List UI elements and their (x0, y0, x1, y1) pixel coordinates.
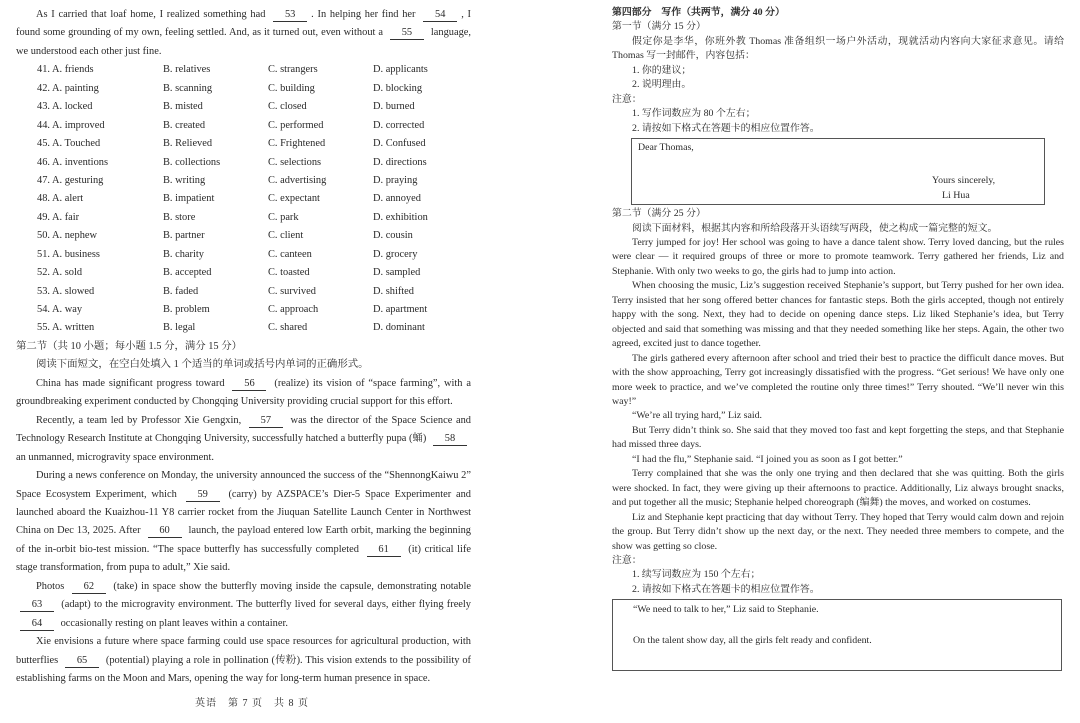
option-row (37, 117, 471, 135)
option-row (37, 190, 471, 208)
continuation-format-box (612, 599, 1062, 671)
option-choice: C. closed (268, 101, 307, 113)
option-choice: D. annoyed (373, 193, 421, 205)
letter-closing: Yours sincerely, (932, 175, 996, 187)
option-choice: C. expectant (268, 193, 320, 205)
text-run: Xie envisions a future where space farming could use space resources for agricultural production, with butterflies (16, 636, 471, 666)
grammar-paragraph (16, 633, 471, 688)
option-choice: C. toasted (268, 267, 310, 279)
cloze-passage-ending (16, 6, 471, 61)
section1-prompt: 假定你是李华，你班外教 Thomas 准备组织一场户外活动，现就活动内容向大家征求意见。请给 Thomas 写一封邮件，内容包括： (612, 35, 1064, 62)
option-choice: B. scanning (163, 82, 213, 94)
prompt-point: 2. 说明理由。 (632, 79, 692, 91)
letter-signature: Li Hua (942, 189, 970, 201)
option-row (37, 61, 471, 79)
text-run: launch, the payload entered low Earth orbit, marking the beginning of the in-orbit bio-test mission. “The space butterfly has successfully completed (16, 525, 471, 555)
note-item: 1. 续写词数应为 150 个左右； (632, 569, 761, 581)
option-row (37, 135, 471, 153)
text-run: (carry) by AZSPACE’s Dier-5 Space Experimenter and launched aboard the Kuaizhou-11 Y8 carrier rocket from the Jiuquan Satellite Launch Center in Northwest China on Dec 13, 2025. After (16, 488, 471, 537)
option-choice: 42. A. painting (37, 82, 99, 94)
story-paragraph: Liz and Stephanie kept practicing that day without Terry. They hoped that Terry would calm down and rejoin the group. But Terry didn’t show up the next day, or the next. They needed three members to compete, and the show was getting so close. (612, 511, 1064, 552)
text-run: . In helping her find her (311, 9, 420, 20)
option-choice: B. misted (163, 101, 203, 113)
option-choice: B. writing (163, 174, 206, 186)
text-run: China has made significant progress toward (36, 377, 229, 389)
option-choice: C. shared (268, 322, 308, 334)
story-paragraph: When choosing the music, Liz’s suggestion received Stephanie’s support, but Terry pushed for her own idea. Terry insisted that her song offered better chances for fantastic steps. Both the girls accepted, though not entirely happy with the song. Next, they had to decide on opening dance steps. Liz liked Stephanie’s idea, but Terry objected and said that something was missing and that they needed something like her steps. Again, the other two agreed, excited just to dance together. (612, 280, 1064, 350)
letter-greeting: Dear Thomas, (638, 142, 694, 154)
option-choice: B. store (163, 211, 196, 223)
option-choice: B. impatient (163, 193, 215, 205)
left-page (16, 6, 471, 689)
answer-blank: 53 (273, 9, 307, 22)
option-choice: 45. A. Touched (37, 138, 101, 150)
option-row (37, 319, 471, 337)
option-row (37, 227, 471, 245)
option-choice: B. accepted (163, 267, 212, 279)
option-choice: B. created (163, 119, 206, 131)
answer-blank: 54 (423, 9, 457, 22)
option-choice: 44. A. improved (37, 119, 105, 131)
text-run: (adapt) to the microgravity environment. The butterfly lived for several days, either flying freely (58, 599, 471, 611)
option-choice: B. relatives (163, 64, 211, 76)
option-choice: D. sampled (373, 267, 421, 279)
option-choice: 52. A. sold (37, 267, 83, 279)
option-choice: 49. A. fair (37, 211, 80, 223)
option-choice: D. applicants (373, 64, 428, 76)
note-item: 1. 写作词数应为 80 个左右； (632, 108, 756, 120)
option-choice: C. building (268, 82, 315, 94)
story-paragraph: The girls gathered every afternoon after school and tried their best to practice the difficult dance moves. But with the show approaching, Terry got increasingly dissatisfied with the progress. “Get serious! We have only one more week to practice, and we’ve completed the routine only three times!” Terry shouted. “We’ll never win this way!” (612, 352, 1064, 407)
option-row (37, 246, 471, 264)
option-choice: 51. A. business (37, 248, 100, 260)
option-row (37, 98, 471, 116)
option-choice: 46. A. inventions (37, 156, 109, 168)
option-choice: C. selections (268, 156, 322, 168)
story-text (612, 236, 1064, 554)
text-run: During a news conference on Monday, the university announced the success of the “ShennongKaiwu 2” Space Ecosystem Experiment, which (16, 470, 471, 500)
section1-heading: 第一节（满分 15 分） (612, 21, 706, 33)
story-paragraph: But Terry didn’t think so. She said that they moved too fast and kept forgetting the steps, and that Stephanie had missed three days. (612, 424, 1064, 451)
answer-blank: 57 (249, 415, 283, 428)
answer-blank: 58 (433, 433, 467, 446)
option-row (37, 264, 471, 282)
option-choice: 55. A. written (37, 322, 95, 334)
story-paragraph: Terry jumped for joy! Her school was going to have a dance talent show. Terry loved dancing, but the rules were clear — it required groups of three or more to promote teamwork. Terry gathered her friends, Liz and Stephanie. With only two weeks to go, the girls had to jump into action. (612, 236, 1064, 277)
option-choice: 48. A. alert (37, 193, 84, 205)
grammar-paragraph (16, 467, 471, 578)
option-choice: D. cousin (373, 230, 413, 242)
option-choice: C. client (268, 230, 304, 242)
answer-blank: 65 (65, 655, 99, 668)
continuation-opener-2: On the talent show day, all the girls felt ready and confident. (633, 635, 872, 647)
grammar-paragraph (16, 375, 471, 412)
option-choice: D. shifted (373, 285, 414, 297)
option-choice: B. problem (163, 304, 210, 316)
option-choice: D. praying (373, 174, 418, 186)
story-paragraph: “I had the flu,” Stephanie said. “I joined you as soon as I got better.” (632, 453, 903, 465)
note-label: 注意： (612, 93, 642, 105)
option-choice: D. exhibition (373, 211, 428, 223)
text-run: (it) critical life stage transformation, from pupa to adult,” Xie said. (16, 543, 471, 574)
right-page (612, 6, 1064, 671)
continuation-opener-1: “We need to talk to her,” Liz said to Stephanie. (633, 604, 819, 616)
grammar-paragraph (16, 578, 471, 633)
option-row (37, 209, 471, 227)
option-choice: B. charity (163, 248, 204, 260)
note-item: 2. 请按如下格式在答题卡的相应位置作答。 (632, 122, 820, 134)
option-choice: C. advertising (268, 174, 327, 186)
option-choice: C. strangers (268, 64, 318, 76)
answer-blank: 64 (20, 618, 54, 631)
option-choice: B. Relieved (163, 138, 213, 150)
note-label: 注意： (612, 554, 642, 566)
option-choice: C. Frightened (268, 138, 326, 150)
option-choice: D. corrected (373, 119, 425, 131)
cloze-options (37, 61, 471, 338)
option-choice: B. collections (163, 156, 221, 168)
option-choice: C. approach (268, 304, 319, 316)
text-run: language, we understood each other just fine. (16, 27, 471, 57)
text-run: Recently, a team led by Professor Xie Gengxin, (36, 414, 245, 426)
option-choice: D. blocking (373, 82, 423, 94)
answer-blank: 61 (367, 544, 401, 557)
option-choice: D. Confused (373, 138, 426, 150)
note-item: 2. 请按如下格式在答题卡的相应位置作答。 (632, 583, 820, 595)
text-run: (realize) its vision of “space farming”, with a groundbreaking experiment conducted by Chongqing University providing crucial support for this effort. (16, 377, 471, 408)
option-choice: D. dominant (373, 322, 425, 334)
section2-instruction: 阅读下面短文，在空白处填入 1 个适当的单词或括号内单词的正确形式。 (36, 359, 369, 371)
option-choice: 50. A. nephew (37, 230, 98, 242)
story-paragraph: Terry complained that she was the only one trying and then declared that she was quitting. Both the girls were shocked. In fact, they were giving up their afternoons to practice. Additionally, Liz always brought snacks, and put together all the music; Stephanie helped choreograph (编舞) the moves, and worked on costumes. (612, 468, 1064, 509)
text-run: was the director of the Space Science and Technology Research Institute at Chongqing University, successfully hatched a butterfly pupa (蛹) (16, 414, 471, 445)
option-row (37, 301, 471, 319)
page-footer: 英语 第 7 页 共 8 页 (195, 698, 309, 709)
option-choice: 54. A. way (37, 304, 83, 316)
prompt-point: 1. 你的建议； (632, 64, 692, 76)
part4-heading: 第四部分 写作（共两节，满分 40 分） (612, 7, 785, 18)
answer-blank: 60 (148, 525, 182, 538)
answer-blank: 63 (20, 599, 54, 612)
text-run: occasionally resting on plant leaves within a container. (58, 617, 288, 629)
grammar-paragraph (16, 412, 471, 467)
section2-heading: 第二节（满分 25 分） (612, 208, 706, 220)
answer-blank: 59 (186, 489, 220, 502)
text-run: As I carried that loaf home, I realized something had (36, 9, 270, 20)
section2-instruction: 阅读下面材料，根据其内容和所给段落开头语续写两段，使之构成一篇完整的短文。 (632, 222, 998, 234)
option-choice: C. performed (268, 119, 324, 131)
text-run: an unmanned, microgravity space environment. (16, 451, 214, 463)
option-row (37, 154, 471, 172)
option-row (37, 80, 471, 98)
option-choice: C. park (268, 211, 299, 223)
letter-format-box (631, 138, 1045, 205)
option-choice: C. survived (268, 285, 316, 297)
text-run: , I found some grounding of my own, feeling settled. And, as it turned out, even without a (16, 9, 472, 39)
option-choice: 43. A. locked (37, 101, 93, 113)
text-run: Photos (36, 580, 68, 592)
option-choice: B. partner (163, 230, 205, 242)
option-row (37, 283, 471, 301)
option-choice: D. directions (373, 156, 427, 168)
option-choice: C. canteen (268, 248, 312, 260)
option-choice: B. legal (163, 322, 196, 334)
text-run: (take) in space show the butterfly moving inside the capsule, demonstrating notable (109, 580, 471, 592)
option-choice: 53. A. slowed (37, 285, 95, 297)
option-choice: B. faded (163, 285, 199, 297)
answer-blank: 56 (232, 378, 266, 391)
section2-heading: 第二节（共 10 小题；每小题 1.5 分，满分 15 分） (16, 340, 242, 352)
answer-blank: 62 (72, 581, 106, 594)
story-paragraph: “We’re all trying hard,” Liz said. (632, 410, 762, 422)
option-row (37, 172, 471, 190)
option-choice: D. grocery (373, 248, 418, 260)
option-choice: D. apartment (373, 304, 428, 316)
text-run: (potential) playing a role in pollination (传粉). This vision extends to the possibility of establishing farms on the Moon and Mars, opening the way for long-term human presence in space. (16, 654, 471, 685)
option-choice: 41. A. friends (37, 64, 94, 76)
answer-blank: 55 (390, 27, 424, 40)
option-choice: 47. A. gesturing (37, 174, 104, 186)
option-choice: D. burned (373, 101, 415, 113)
